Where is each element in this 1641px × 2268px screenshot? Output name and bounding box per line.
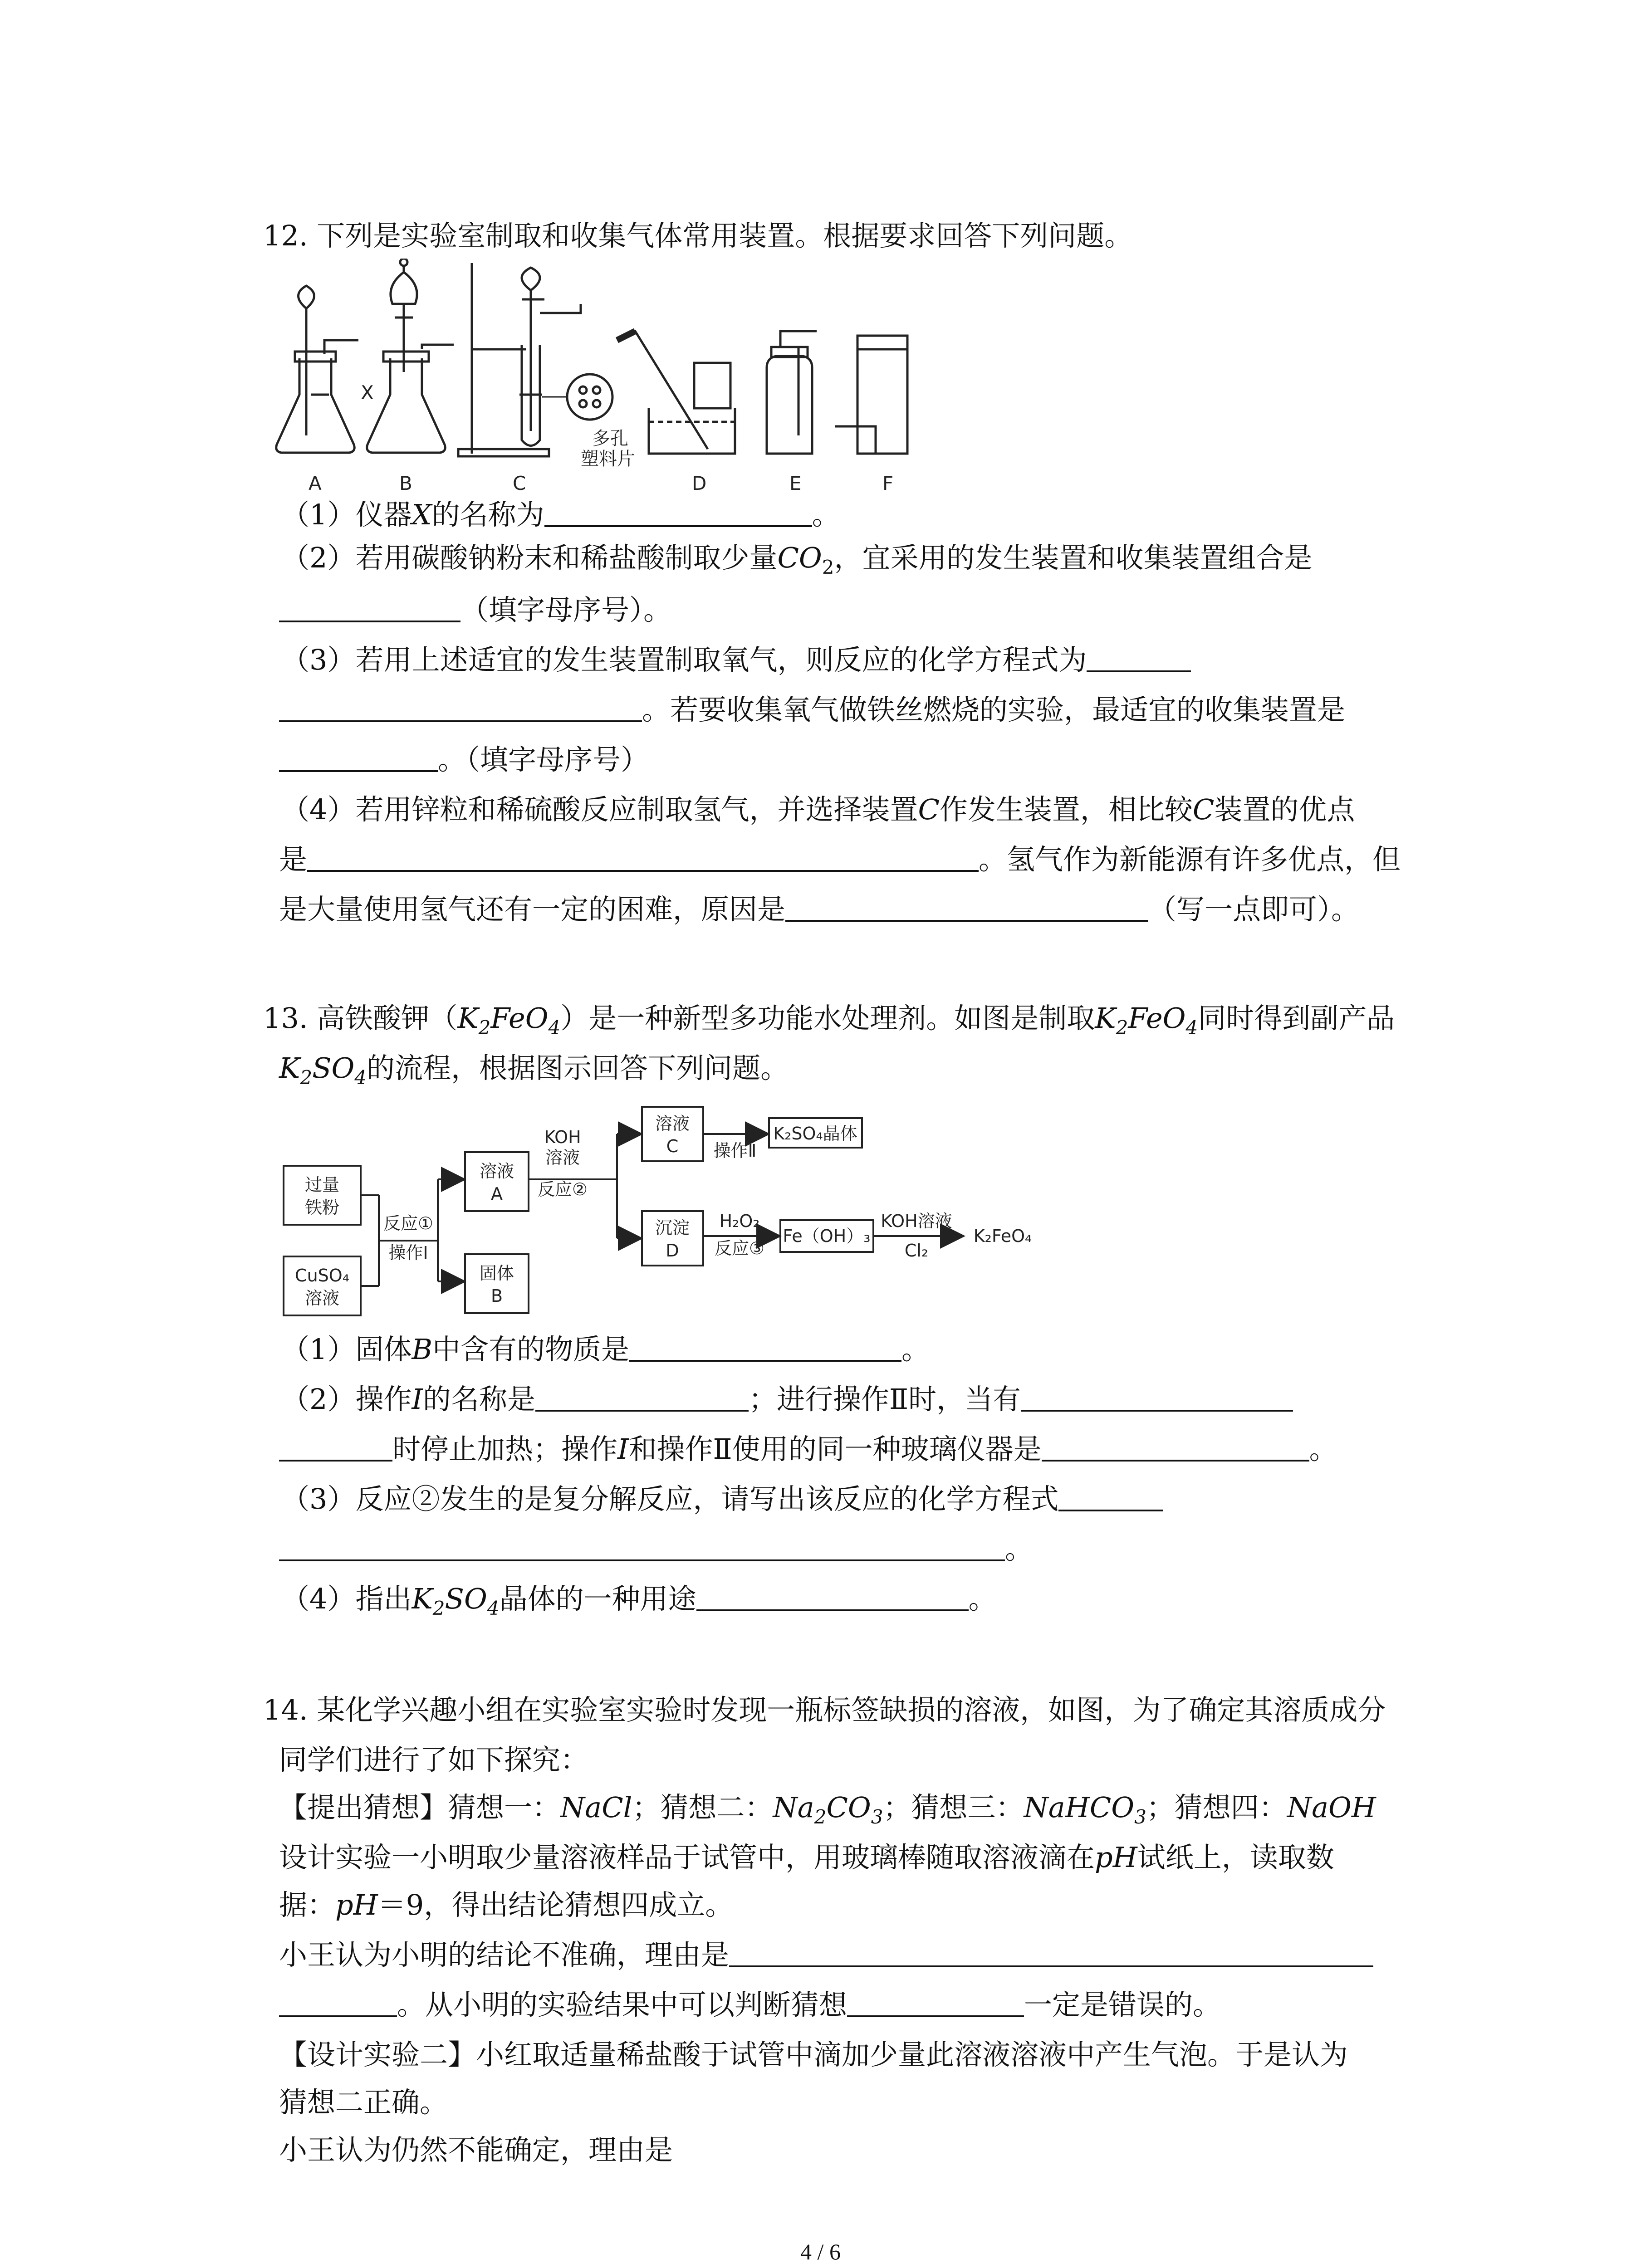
q12-part1: （1）仪器X的名称为 。 [281, 498, 840, 531]
svg-text:Cl₂: Cl₂ [904, 1241, 929, 1261]
q12-part3-cont2: 。（填字母序号） [279, 742, 649, 778]
svg-text:D: D [666, 1241, 679, 1261]
svg-text:溶液: 溶液 [655, 1114, 690, 1134]
svg-text:铁粉: 铁粉 [304, 1198, 340, 1217]
svg-text:KOH: KOH [544, 1127, 581, 1147]
apparatus-b [367, 259, 454, 453]
answer-blank[interactable] [729, 1938, 1373, 1967]
svg-text:D: D [692, 472, 707, 494]
label-x: X [361, 381, 374, 404]
q12-part4-cont: 是 。氢气作为新能源有许多优点，但 [279, 843, 1401, 876]
answer-blank[interactable] [279, 1432, 392, 1461]
svg-text:K₂FeO₄: K₂FeO₄ [973, 1226, 1032, 1246]
answer-blank[interactable] [847, 1988, 1024, 2017]
q14-reason1: 小王认为小明的结论不准确，理由是 [279, 1937, 1373, 1973]
q12-part4-cont2: 是大量使用氢气还有一定的困难，原因是 （写一点即可）。 [279, 893, 1360, 926]
q14-exp2: 【设计实验二】小红取适量稀盐酸于试管中滴加少量此溶液溶液中产生气泡。于是认为 [279, 2038, 1348, 2071]
answer-blank[interactable] [279, 593, 460, 622]
svg-text:H₂O₂: H₂O₂ [719, 1211, 760, 1231]
svg-text:F: F [882, 472, 894, 494]
svg-text:C: C [513, 472, 526, 494]
svg-text:反应③: 反应③ [714, 1238, 765, 1258]
answer-blank[interactable] [1058, 1482, 1163, 1511]
q14-reason2: 小王认为仍然不能确定，理由是 [279, 2133, 673, 2166]
svg-text:C: C [666, 1136, 679, 1156]
q13-part3: （3）反应②发生的是复分解反应，请写出该反应的化学方程式 [281, 1481, 1163, 1517]
svg-text:操作Ⅱ: 操作Ⅱ [713, 1141, 757, 1161]
q14-reason1-cont: 。从小明的实验结果中可以判断猜想 一定是错误的。 [279, 1987, 1221, 2023]
apparatus-figure [272, 259, 975, 494]
svg-text:塑料片: 塑料片 [581, 449, 635, 469]
svg-text:K₂SO₄晶体: K₂SO₄晶体 [773, 1124, 857, 1144]
svg-text:CuSO₄: CuSO₄ [295, 1266, 349, 1286]
q13-part2-cont: 时停止加热；操作I和操作Ⅱ使用的同一种玻璃仪器是 。 [279, 1431, 1337, 1467]
apparatus-d [617, 331, 735, 454]
answer-blank[interactable] [785, 893, 1148, 922]
answer-blank[interactable] [307, 843, 979, 872]
answer-blank[interactable] [696, 1582, 969, 1611]
answer-blank[interactable] [279, 1532, 1005, 1561]
svg-text:过量: 过量 [304, 1175, 340, 1195]
apparatus-f [835, 336, 907, 454]
svg-text:B: B [490, 1286, 503, 1306]
answer-blank[interactable] [279, 1988, 397, 2017]
q14-stem-cont: 同学们进行了如下探究： [279, 1743, 589, 1776]
answer-blank[interactable] [535, 1383, 749, 1412]
q13-part2: （2）操作I的名称是 ；进行操作Ⅱ时，当有 [281, 1381, 1293, 1418]
svg-text:KOH溶液: KOH溶液 [881, 1211, 952, 1231]
answer-blank[interactable] [544, 498, 812, 527]
q14-exp1: 设计实验一小明取少量溶液样品于试管中，用玻璃棒随取溶液滴在pH试纸上，读取数 [279, 1841, 1334, 1874]
q12-part3-cont: 。若要收集氧气做铁丝燃烧的实验，最适宜的收集装置是 [279, 692, 1345, 728]
q12-part4: （4）若用锌粒和稀硫酸反应制取氢气，并选择装置C作发生装置，相比较C装置的优点 [281, 793, 1355, 826]
q12-part2-cont: （填字母序号）。 [279, 592, 671, 628]
q12-part3: （3）若用上述适宜的发生装置制取氧气，则反应的化学方程式为 [281, 642, 1191, 678]
svg-text:反应②: 反应② [537, 1179, 588, 1199]
answer-blank[interactable] [279, 743, 438, 772]
flowchart [281, 1102, 1075, 1329]
apparatus-c [458, 263, 612, 456]
svg-text:固体: 固体 [479, 1263, 514, 1283]
q12-stem: 12. 下列是实验室制取和收集气体常用装置。根据要求回答下列问题。 [263, 219, 1133, 252]
q13-stem: 13. 高铁酸钾$(K_2FeO_4)$是一种新型多功能水处理剂。如图是制取$K_2FeO_4$同时得到副产品 [263, 1002, 1395, 1039]
svg-text:溶液: 溶液 [479, 1161, 514, 1181]
answer-blank[interactable] [629, 1333, 901, 1362]
q13-part3-cont: 。 [279, 1531, 1033, 1567]
svg-text:Fe（OH）₃: Fe（OH）₃ [783, 1226, 871, 1246]
svg-text:多孔: 多孔 [592, 428, 628, 449]
q12-part2: （2）若用碳酸钠粉末和稀盐酸制取少量$CO_2$，宜采用的发生装置和收集装置组合是 [281, 541, 1313, 578]
q13-stem-cont: $K_2SO_4$的流程，根据图示回答下列问题。 [279, 1051, 789, 1089]
svg-text:反应①: 反应① [383, 1213, 434, 1233]
page-number: 4 / 6 [800, 2239, 841, 2264]
answer-blank[interactable] [1042, 1432, 1309, 1461]
svg-text:A: A [491, 1184, 503, 1204]
svg-text:B: B [399, 472, 412, 494]
q14-hypotheses: 【提出猜想】猜想一：NaCl；猜想二：$Na_2CO_3$；猜想三：NaHCO$_3$；猜想四：NaOH [279, 1791, 1376, 1828]
q14-exp2-cont: 猜想二正确。 [279, 2086, 448, 2119]
svg-text:A: A [309, 472, 322, 494]
q14-exp1-cont: 据：pH＝9，得出结论猜想四成立。 [279, 1888, 734, 1921]
svg-text:操作Ⅰ: 操作Ⅰ [388, 1243, 428, 1263]
svg-text:溶液: 溶液 [304, 1288, 340, 1308]
svg-text:E: E [789, 472, 802, 494]
answer-blank[interactable] [279, 693, 642, 722]
svg-text:沉淀: 沉淀 [655, 1218, 690, 1238]
answer-blank[interactable] [1087, 643, 1191, 672]
q14-stem: 14. 某化学兴趣小组在实验室实验时发现一瓶标签缺损的溶液，如图，为了确定其溶质成分 [263, 1693, 1386, 1726]
apparatus-a [276, 286, 358, 453]
apparatus-e [767, 331, 817, 454]
q13-part1: （1）固体B中含有的物质是 。 [281, 1333, 930, 1366]
answer-blank[interactable] [1021, 1383, 1293, 1412]
q13-part4: （4）指出$K_2SO_4$晶体的一种用途 。 [281, 1582, 997, 1619]
svg-text:溶液: 溶液 [545, 1148, 580, 1168]
